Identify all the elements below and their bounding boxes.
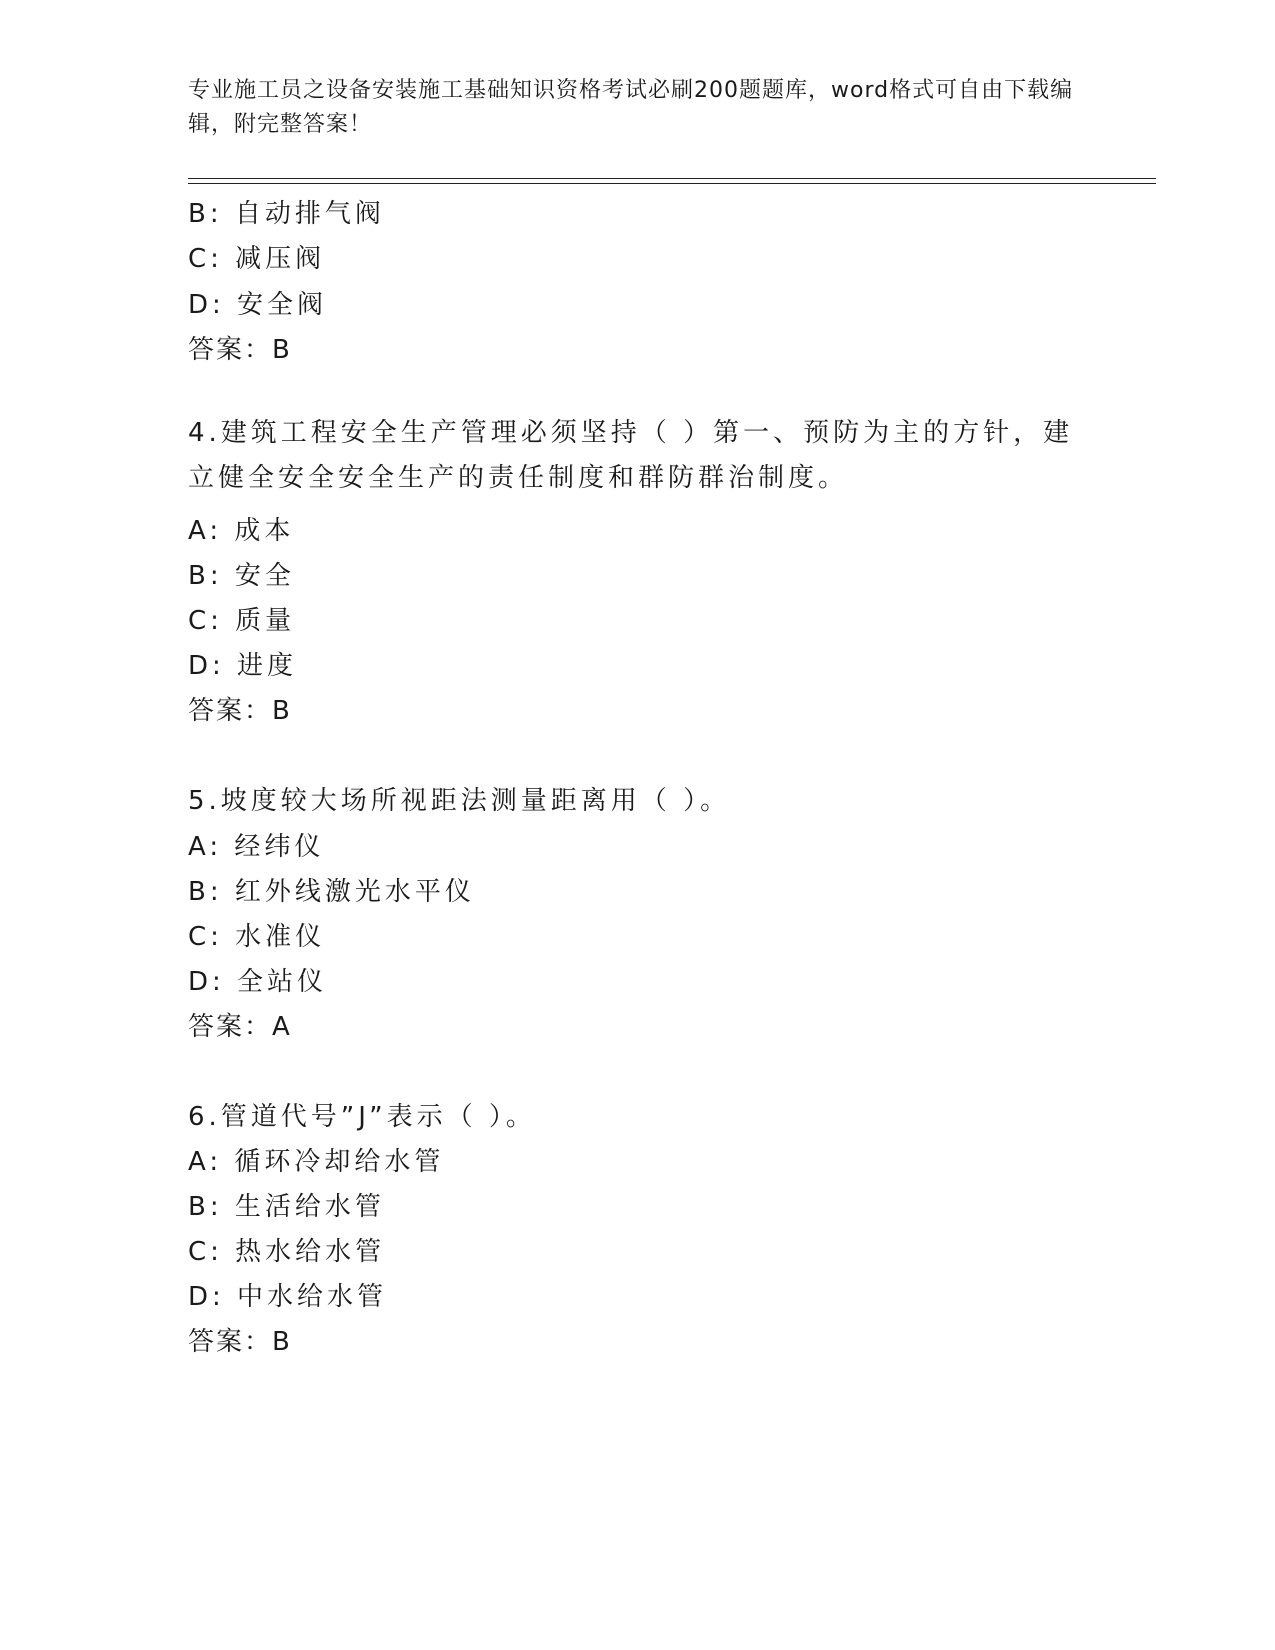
q5-option-d: D: 全站仪 [188, 967, 328, 997]
q4-answer: 答案：B [188, 696, 292, 726]
q5-option-a: A: 经纬仪 [188, 832, 325, 862]
q3-answer: 答案：B [188, 335, 292, 365]
q5-option-b: B: 红外线激光水平仪 [188, 877, 475, 907]
q4-option-a: A: 成本 [188, 516, 295, 546]
q3-option-c: C: 减压阀 [188, 244, 326, 274]
q3-option-b: B: 自动排气阀 [188, 199, 385, 229]
document-header: 专业施工员之设备安装施工基础知识资格考试必刷200题题库，word格式可自由下载编辑，附完整答案！ [188, 78, 1074, 137]
q4-question: 4.建筑工程安全生产管理必须坚持（ ）第一、预防为主的方针，建立健全安全安全生产的责任制度和群防群治制度。 [188, 418, 1074, 493]
q4-option-d: D: 进度 [188, 651, 298, 681]
q5-question: 5.坡度较大场所视距法测量距离用（ ）。 [188, 786, 731, 816]
header-divider-top [188, 178, 1156, 179]
q6-question: 6.管道代号”J”表示（ ）。 [188, 1102, 536, 1132]
q4-option-b: B: 安全 [188, 561, 295, 591]
q5-option-c: C: 水准仪 [188, 922, 326, 952]
q6-option-a: A: 循环冷却给水管 [188, 1147, 445, 1177]
q4-option-c: C: 质量 [188, 606, 296, 636]
q6-option-b: B: 生活给水管 [188, 1192, 385, 1222]
q6-answer: 答案：B [188, 1327, 292, 1357]
q6-option-c: C: 热水给水管 [188, 1237, 386, 1267]
q6-option-d: D: 中水给水管 [188, 1282, 388, 1312]
q3-option-d: D: 安全阀 [188, 290, 328, 320]
header-divider-bottom [188, 183, 1156, 184]
q5-answer: 答案：A [188, 1012, 292, 1042]
